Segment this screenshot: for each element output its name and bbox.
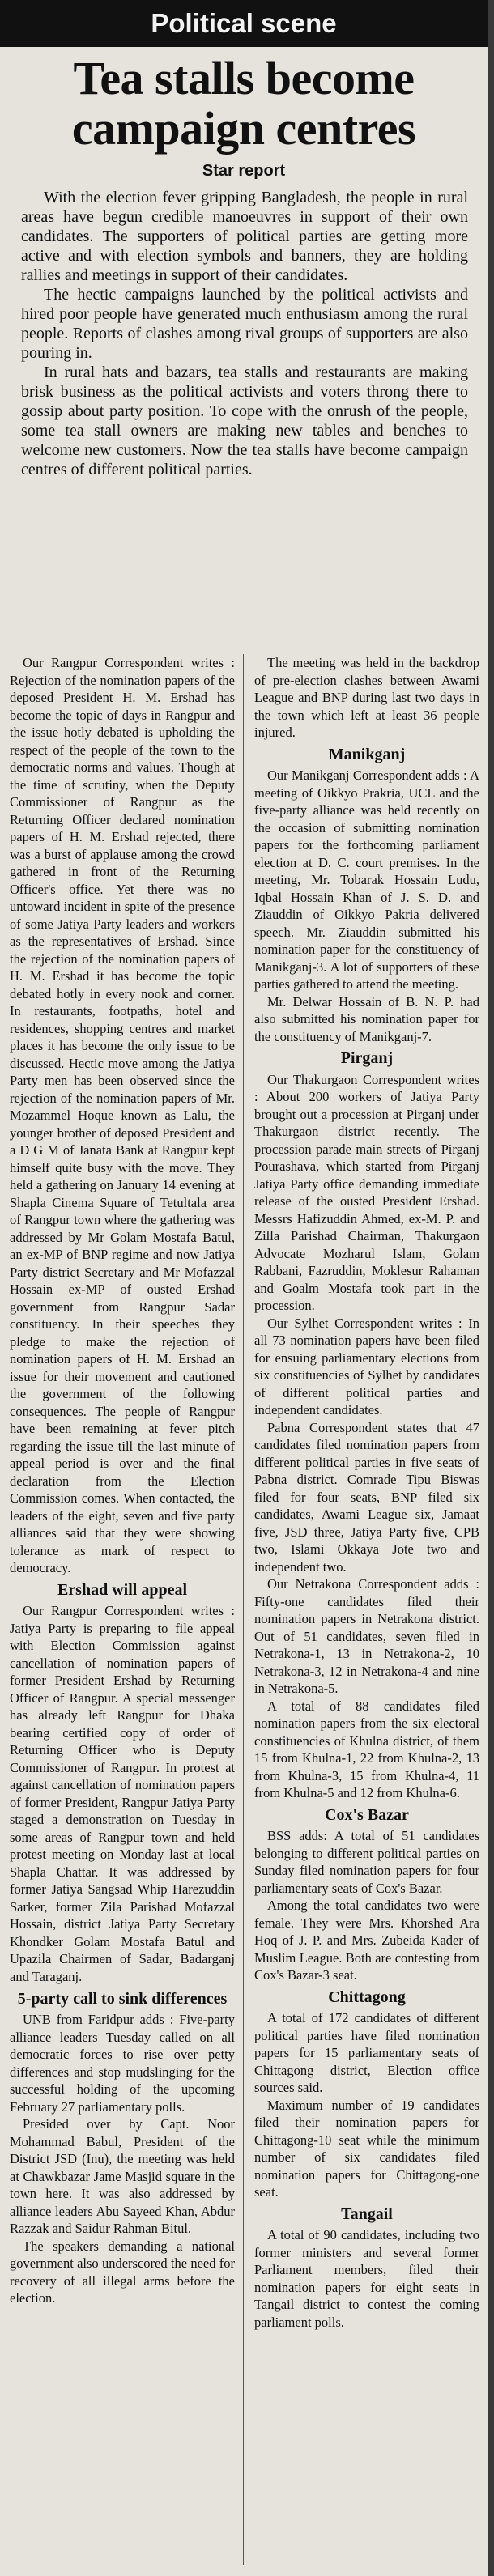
article-paragraph: The meeting was held in the backdrop of pre-election clashes between Awami League and BNP during last two days in the town which left at least 36 people injured. <box>254 655 479 740</box>
section-title: Political scene <box>151 8 337 38</box>
article-paragraph: Our Sylhet Correspondent writes : In all 73 nomination papers have been filed for ensuing parliamentary elections from six constituencies of Sylhet by candidates of different political parties and independent candidates. <box>254 1315 479 1418</box>
scan-edge <box>488 0 494 2576</box>
article-paragraph: Our Manikganj Correspondent adds : A meeting of Oikkyo Prakria, UCL and the five-party alliance was held recently on the occasion of submitting nomination papers for the forthcoming parliament election at D. C. court premises. In the meeting, Mr. Tobarak Hossain Ludu, Iqbal Hossain Khan of J. S. D. and Ziauddin of Oikkyo Pakria delivered speech. Mr. Ziauddin submitted his nomination paper for the constituency of Manikganj-3. A lot of supporters of these parties gathered to attend the meeting. <box>254 767 479 992</box>
subheading: Cox's Bazar <box>325 1805 409 1824</box>
headline-line-2: campaign centres <box>71 102 416 155</box>
article-paragraph: The speakers demanding a national government also underscored the need for recovery of all illegal arms before the election. <box>10 2238 235 2306</box>
subheading: Chittagong <box>328 1987 406 2006</box>
headline-line-1: Tea stalls become <box>73 52 415 104</box>
subheading: Pirganj <box>340 1049 394 1067</box>
article-paragraph: Mr. Delwar Hossain of B. N. P. had also submitted his nomination paper for the constituency of Manikganj-7. <box>254 993 479 1044</box>
right-column <box>254 654 479 2331</box>
byline: Star report <box>202 162 286 180</box>
section-banner <box>0 0 488 47</box>
article-paragraph: A total of 88 candidates filed nomination papers from the six electoral constituencies of Khulna district, of them 15 from Khulna-1, 22 from Khulna-2, 13 from Khulna-3, 15 from Khulna-4, 11 from Khulna-5 and 12 from Khulna-6. <box>254 1698 479 1800</box>
article-paragraph: Our Netrakona Correspondent adds : Fifty-one candidates filed their nomination papers in Netrakona district. Out of 51 candidates, seven filed in Netrakona-1, 13 in Netrakona-2, 10 Netrakona-3, 12 in Netrakona-4 and nine in Netrakona-5. <box>254 1576 479 1696</box>
column-divider <box>243 654 244 2565</box>
article-paragraph: Maximum number of 19 candidates filed their nomination papers for Chittagong-10 seat while the minimum number of six candidates filed nomination papers for Chittagong-one seat. <box>254 2097 479 2200</box>
lead-text <box>21 188 468 479</box>
article-paragraph: Our Rangpur Correspondent writes : Rejection of the nomination papers of the deposed President H. M. Ershad has become the topic of days in Rangpur and the issue hotly debated is upholding the respect of the people of the town to the democratic norms and values. Though at the time of scrutiny, when the Deputy Commissioner of Rangpur as the Returning Officer declared nomination papers of H. M. Ershad rejected, there was a burst of applause among the crowd gathered in front of the Returning Officer's office. Yet there was no untoward incident in spite of the presence of some Jatiya Party leaders and workers as the representatives of Ershad. Since the rejection of the nomination papers of H. M. Ershad it has become the topic debated hotly in every nook and corner. In restaurants, footpaths, hotel and residences, shopping centres and market places it has become the only issue to be discussed. Hectic move among the Jatiya Party men has been observed since the rejection of the nomination papers of Mr. Mozammel Hoque known as Lalu, the younger brother of deposed President and a D G M of Janata Bank at Rangpur kept himself quite busy with the move. They held a gathering on January 14 evening at Shapla Cinema Square of Tetultala area of Rangpur town where the gathering was addressed by Mr Golam Mostafa Batul, an ex-MP of BNP regime and now Jatiya Party district Secretary and Mr Mofazzal Hossain ex-MP of ousted Ershad government from Rangpur Sadar constituency. In their speeches they pledge to make the rejection of nomination papers of H. M. Ershad an issue for their movement and cautioned the government of the following consequences. The people of Rangpur have been remaining at fever pitch regarding the issue till the last minute of appeal period is over and the final declaration from the Election Commission comes. When contacted, the leaders of the eight, seven and five party alliances said that they were showing tolerance as mark of respect to democracy. <box>10 655 235 1575</box>
lead-paragraph: In rural hats and bazars, tea stalls and restaurants are making brisk business as the political activists and voters throng there to gossip about party position. To cope with the onrush of the people, some tea stall owners are making new tables and benches to welcome new customers. Now the tea stalls have become campaign centres of different political parties. <box>21 363 468 478</box>
subheading: Manikganj <box>328 745 406 763</box>
subheading: 5-party call to sink differences <box>17 1990 228 2008</box>
article-paragraph: BSS adds: A total of 51 candidates belonging to different political parties on Sunday filed nomination papers for four parliamentary seats of Cox's Bazar. <box>254 1828 479 1896</box>
lead-paragraph: The hectic campaigns launched by the political activists and hired poor people have generated much enthusiasm among the rural people. Reports of clashes among rival groups of supporters are also pouring in. <box>21 286 468 362</box>
subheading: Ershad will appeal <box>57 1580 188 1599</box>
article-paragraph: Our Rangpur Correspondent writes : Jatiya Party is preparing to file appeal with Election Commission against cancellation of nomination papers of former President Ershad by Returning Officer of Rangpur. A special messenger has already left Rangpur for Dhaka bearing certified copy of order of Returning Officer who is Deputy Commissioner of Rangpur. In protest at against cancellation of nomination papers of former President, Rangpur Jatiya Party staged a demonstration on Tuesday in some areas of Rangpur town and held protest meeting on Monday last at local Shapla Chattar. It was addressed by former Jatiya Sangsad Whip Harezuddin Sarker, former Zila Parishad Mofazzal Hossain, district Jatiya Party Secretary Khondker Golam Mostafa Batul and Upazila Chairmen of Sadar, Badarganj and Taraganj. <box>10 1603 235 1984</box>
left-column <box>10 654 235 2307</box>
article-paragraph: A total of 172 candidates of different political parties have filed nomination papers for 15 parliamentary seats of Chittagong district, Election office sources said. <box>254 2010 479 2095</box>
headline <box>8 53 479 154</box>
article-paragraph: Our Thakurgaon Correspondent writes : About 200 workers of Jatiya Party brought out a procession at Pirganj under Thakurgaon district recently. The procession parade main streets of Pirganj Pourashava, which started from Pirganj Jatiya Party office demanding immediate release of the ousted President Ershad. Messrs Hafizuddin Ahmed, ex-M. P. and Zilla Parishad Chairman, Thakurgaon Advocate Mozharul Islam, Golam Rabbani, Fazruddin, Moklesur Rahaman and Goalm Mostafa took part in the procession. <box>254 1071 479 1313</box>
article-paragraph: A total of 90 candidates, including two former ministers and several former Parliament members, filed their nomination papers for eight seats in Tangail district to contest the coming parliament polls. <box>254 2227 479 2330</box>
article-paragraph: Among the total candidates two were female. They were Mrs. Khorshed Ara Hoq of J. P. and Mrs. Zubeida Kader of Muslim League. Both are contesting from Cox's Bazar-3 seat. <box>254 1898 479 1983</box>
lead-paragraph: With the election fever gripping Bangladesh, the people in rural areas have begun credible manoeuvres in support of their own candidates. The supporters of political parties are getting more active and with election symbols and banners, they are holding rallies and meetings in support of their candidates. <box>21 189 468 284</box>
article-paragraph: Presided over by Capt. Noor Mohammad Babul, President of the District JSD (Inu), the meeting was held at Chawkbazar Jame Masjid square in the town here. It was also addressed by alliance leaders Abu Sayeed Khan, Abdur Razzak and Saidur Rahman Bitul. <box>10 2116 235 2236</box>
subheading: Tangail <box>341 2204 393 2223</box>
article-paragraph: Pabna Correspondent states that 47 candidates filed nomination papers from different political parties in five seats of Pabna district. Comrade Tipu Biswas filed for four seats, BNP filed six candidates, Awami League six, Jamaat five, JSD three, Jatiya Party five, CPB two, Islami Okkaya Jote two and independent two. <box>254 1419 479 1575</box>
article-paragraph: UNB from Faridpur adds : Five-party alliance leaders Tuesday called on all democratic forces to rise over petty differences and stop mudslinging for the successful holding of the upcoming February 27 parliamentary polls. <box>10 2012 235 2115</box>
